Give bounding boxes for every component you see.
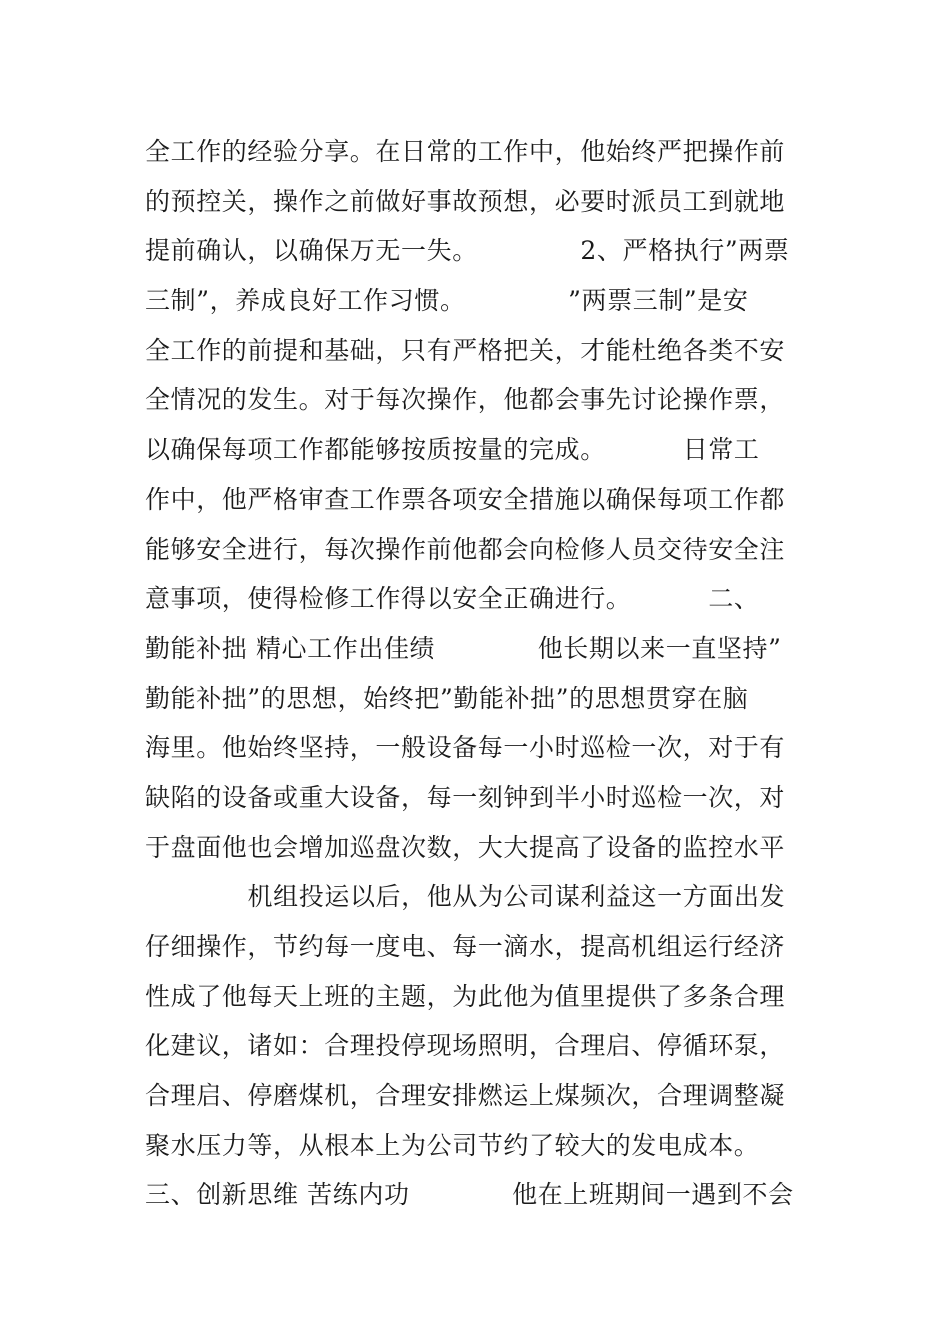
text-line: 缺陷的设备或重大设备，每一刻钟到半小时巡检一次，对 [145,782,786,812]
text-line: 勤能补拙”的思想，始终把”勤能补拙”的思想贯穿在脑 [145,683,749,713]
text-line: 三制”，养成良好工作习惯。 ”两票三制”是安 [145,286,749,316]
text-line: 性成了他每天上班的主题，为此他为值里提供了多条合理 [145,981,786,1011]
text-line: 全工作的经验分享。在日常的工作中，他始终严把操作前 [145,137,786,166]
text-line: 作中，他严格审查工作票各项安全措施以确保每项工作都 [145,484,786,514]
text-line: 三、创新思维 苦练内功 他在上班期间一遇到不会 [145,1180,794,1210]
text-line: 于盘面他也会增加巡盘次数，大大提高了设备的监控水平 [145,832,786,862]
text-line: 化建议，诸如：合理投停现场照明，合理启、停循环泵， [145,1031,786,1061]
text-line: 合理启、停磨煤机，合理安排燃运上煤频次，合理调整凝 [145,1081,786,1111]
text-line: 的预控关，操作之前做好事故预想，必要时派员工到就地 [145,186,786,216]
text-line: 机组投运以后，他从为公司谋利益这一方面出发 [145,882,786,912]
text-line: 以确保每项工作都能够按质按量的完成。 日常工 [145,435,760,465]
text-line: 勤能补拙 精心工作出佳绩 他长期以来一直坚持” [145,633,782,663]
text-line: 全情况的发生。对于每次操作，他都会事先讨论操作票， [145,385,786,415]
body-text [145,127,810,1220]
text-line: 意事项，使得检修工作得以安全正确进行。 二、 [145,584,760,614]
text-line: 全工作的前提和基础，只有严格把关，才能杜绝各类不安 [145,335,786,365]
text-line: 聚水压力等，从根本上为公司节约了较大的发电成本。 [145,1130,760,1160]
text-line: 海里。他始终坚持，一般设备每一小时巡检一次，对于有 [145,733,786,763]
text-line: 仔细操作，节约每一度电、每一滴水，提高机组运行经济 [145,932,786,961]
text-line: 能够安全进行，每次操作前他都会向检修人员交待安全注 [145,534,786,564]
text-line: 提前确认，以确保万无一失。 2、严格执行”两票 [145,236,790,266]
